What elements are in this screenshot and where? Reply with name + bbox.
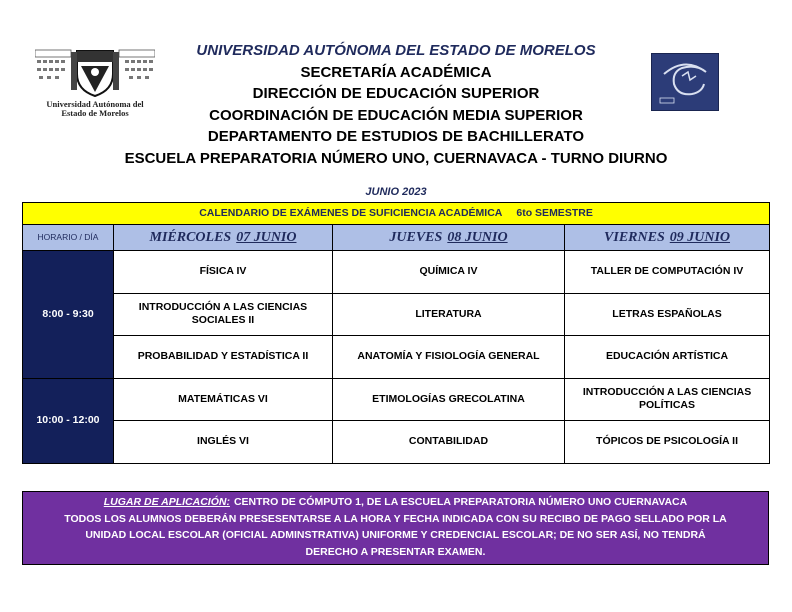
subject-cell: QUÍMICA IV (333, 251, 565, 294)
day-name: MIÉRCOLES (149, 230, 232, 245)
subject-cell: TÓPICOS DE PSICOLOGÍA II (565, 421, 770, 464)
day-header-thursday (333, 225, 565, 251)
caption-line-1: Universidad Autónoma del (46, 99, 144, 109)
document-header (0, 40, 792, 169)
subject-cell: MATEMÁTICAS VI (114, 378, 333, 421)
calendar-title-cell (23, 203, 770, 225)
exam-calendar-table (22, 202, 770, 464)
day-header-wednesday (114, 225, 333, 251)
header-university: UNIVERSIDAD AUTÓNOMA DEL ESTADO DE MORELOS (196, 42, 596, 59)
time-header: HORARIO / DÍA (23, 225, 114, 251)
day-name: JUEVES (389, 230, 443, 245)
table-row (23, 378, 770, 421)
notice-line-4: DERECHO A PRESENTAR EXAMEN. (305, 545, 486, 558)
notice-line-1 (23, 494, 768, 511)
subject-cell: ANATOMÍA Y FISIOLOGÍA GENERAL (333, 336, 565, 379)
semester-label: 6to SEMESTRE (516, 207, 593, 219)
subject-cell: FÍSICA IV (114, 251, 333, 294)
calendar-title: CALENDARIO DE EXÁMENES DE SUFICIENCIA ACADÉMICA (199, 207, 503, 219)
subject-cell: PROBABILIDAD Y ESTADÍSTICA II (114, 336, 333, 379)
header-escuela: ESCUELA PREPARATORIA NÚMERO UNO, CUERNAVACA - TURNO DIURNO (124, 149, 668, 167)
day-date: 09 JUNIO (669, 230, 731, 245)
table-row (23, 293, 770, 336)
subject-cell: LITERATURA (333, 293, 565, 336)
day-name: VIERNES (604, 230, 665, 245)
header-direccion: DIRECCIÓN DE EDUCACIÓN SUPERIOR (252, 85, 540, 102)
notice-line-3: UNIDAD LOCAL ESCOLAR (OFICIAL ADMINSTRATIVA) UNIFORME Y CREDENCIAL ESCOLAR; DE NO SER ASÍ, NO TENDRÁ (85, 529, 706, 541)
day-header-friday (565, 225, 770, 251)
time-slot-1: 8:00 - 9:30 (23, 251, 114, 379)
day-header-row (23, 225, 770, 251)
notice-place: CENTRO DE CÓMPUTO 1, DE LA ESCUELA PREPARATORIA NÚMERO UNO CUERNAVACA (233, 496, 688, 508)
notice-line-2: TODOS LOS ALUMNOS DEBERÁN PRESESENTARSE A LA HORA Y FECHA INDICADA CON SU RECIBO DE PAGO SELLADO POR LA (64, 512, 727, 525)
subject-cell: ETIMOLOGÍAS GRECOLATINA (333, 378, 565, 421)
header-coordinacion: COORDINACIÓN DE EDUCACIÓN MEDIA SUPERIOR (209, 106, 583, 124)
month-label: JUNIO 2023 (365, 186, 427, 198)
subject-cell: INTRODUCCIÓN A LAS CIENCIAS SOCIALES II (114, 293, 333, 336)
table-row (23, 251, 770, 294)
application-notice (22, 491, 769, 565)
subject-cell: INTRODUCCIÓN A LAS CIENCIAS POLÍTICAS (565, 378, 770, 421)
header-secretaria: SECRETARÍA ACADÉMICA (300, 63, 492, 81)
subject-cell: CONTABILIDAD (333, 421, 565, 464)
subject-cell: EDUCACIÓN ARTÍSTICA (565, 336, 770, 379)
subject-cell: TALLER DE COMPUTACIÓN IV (565, 251, 770, 294)
caption-line-2: Estado de Morelos (61, 108, 129, 118)
day-date: 08 JUNIO (447, 230, 508, 245)
notice-label: LUGAR DE APLICACIÓN: (103, 496, 230, 508)
subject-cell: INGLÉS VI (114, 421, 333, 464)
subject-cell: LETRAS ESPAÑOLAS (565, 293, 770, 336)
table-row (23, 421, 770, 464)
day-date: 07 JUNIO (236, 230, 297, 245)
header-departamento: DEPARTAMENTO DE ESTUDIOS DE BACHILLERATO (207, 128, 585, 145)
calendar-title-row (23, 203, 770, 225)
time-slot-2: 10:00 - 12:00 (23, 378, 114, 463)
table-row (23, 336, 770, 379)
